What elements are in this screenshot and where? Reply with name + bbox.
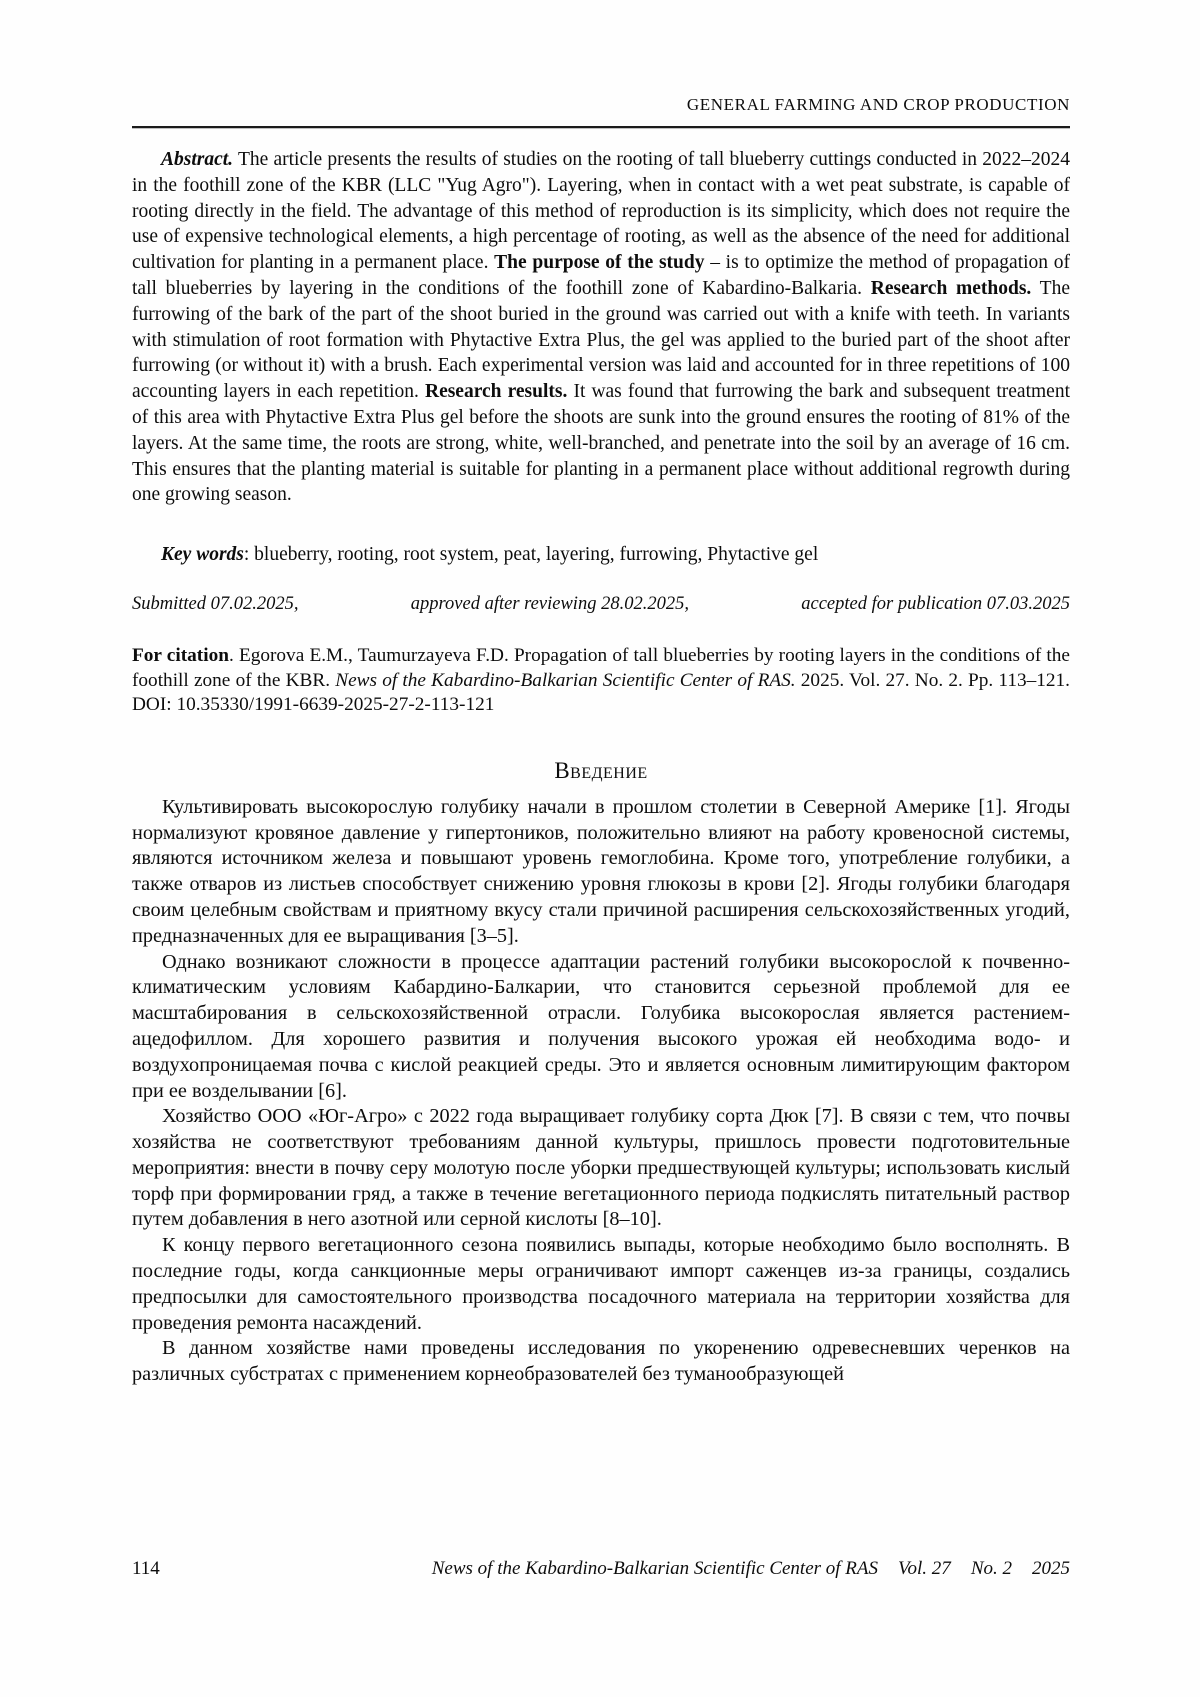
footer-year: 2025 — [1032, 1558, 1070, 1579]
page-footer — [132, 1558, 1070, 1580]
abstract-text-2: – is to optimize the method of propagation of tall blueberries by layering in the conditions of the foothill zone of Kabardino-Balkaria. — [132, 252, 1070, 299]
results-label: Research results. — [424, 381, 568, 403]
keywords-label: Key words — [161, 544, 244, 566]
citation-label: For citation — [132, 644, 229, 666]
footer-volume: Vol. 27 — [898, 1558, 951, 1579]
page-number: 114 — [132, 1558, 160, 1579]
intro-paragraph-3: Хозяйство ООО «Юг-Агро» с 2022 года выращивает голубику сорта Дюк [7]. В связи с тем, что почвы хозяйства не соответствуют требованиям данной культуры, пришлось провести подготовительные мероприятия: внести в почву серу молотую после уборки предшествующей культуры; использовать кислый торф при формировании гряд, а также в течение вегетационного периода подкислять питательный раствор путем добавления в него азотной или серной кислоты [8–10]. — [132, 1105, 1070, 1231]
introduction-section — [132, 795, 1070, 1388]
intro-paragraph-1: Культивировать высокорослую голубику начали в прошлом столетии в Северной Америке [1]. Ягоды нормализуют кровяное давление у гипертоников, положительно влияют на работу кровеносной системы, являются источником железа и повышают уровень гемоглобина. Кроме того, употребление голубики, а также отваров из листьев способствует снижению уровня глюкозы в крови [2]. Ягоды голубики благодаря своим целебным свойствам и приятному вкусу стали причиной расширения сельскохозяйственных угодий, предназначенных для ее выращивания [3–5]. — [132, 795, 1070, 947]
keywords-paragraph — [132, 542, 1070, 568]
citation-authors-title: . Egorova E.M., Taumurzayeva F.D. Propagation of tall blueberries by rooting layers in the conditions of the foothill zone of the KBR. — [132, 644, 1070, 691]
abstract-paragraph — [132, 147, 1070, 508]
running-head: GENERAL FARMING AND CROP PRODUCTION — [686, 95, 1070, 114]
citation-journal: News of the Kabardino-Balkarian Scientific Center of RAS. — [335, 669, 796, 691]
intro-paragraph-2: Однако возникают сложности в процессе адаптации растений голубики высокорослой к почвенно-климатическим условиям Кабардино-Балкарии, что становится серьезной проблемой для ее масштабирования в сельскохозяйственной отрасли. Голубика высокорослая является растением-ацедофиллом. Для хорошего развития и получения высокого урожая ей необходима водо- и воздухопроницаемая почва с кислой реакцией среды. Это и является основным лимитирующим фактором при ее возделывании [6]. — [132, 950, 1070, 1102]
submitted-date: Submitted 07.02.2025, — [132, 593, 299, 614]
footer-journal-name: News of the Kabardino-Balkarian Scientific Center of RAS — [431, 1558, 879, 1579]
abstract-text-1: The article presents the results of studies on the rooting of tall blueberry cuttings conducted in 2022–2024 in the foothill zone of the KBR (LLC "Yug Agro"). Layering, when in contact with a wet peat substrate, is capable of rooting directly in the field. The advantage of this method of reproduction is its simplicity, which does not require the use of expensive technological elements, a high percentage of rooting, as well as the absence of the need for additional cultivation for planting in a permanent place. — [132, 149, 1070, 274]
keywords-text: : blueberry, rooting, root system, peat, layering, furrowing, Phytactive gel — [243, 544, 819, 566]
introduction-heading: Введение — [554, 757, 648, 783]
citation-paragraph — [132, 644, 1070, 718]
page-header — [132, 96, 1070, 128]
abstract-text-3: The furrowing of the bark of the part of the shoot buried in the ground was carried out with a knife with teeth. In variants with stimulation of root formation with Phytactive Extra Plus, the gel was applied to the buried part of the shoot after furrowing (or without it) with a brush. Each experimental version was laid and accounted for in three repetitions of 100 accounting layers in each repetition. — [132, 277, 1070, 403]
abstract-text-4: It was found that furrowing the bark and subsequent treatment of this area with Phytactive Extra Plus gel before the shoots are sunk into the ground ensures the rooting of 81% of the layers. At the same time, the roots are strong, white, well-branched, and penetrate into the soil by an average of 16 cm. This ensures that the planting material is suitable for planting in a permanent place without additional regrowth during one growing season. — [132, 381, 1071, 506]
intro-paragraph-5: В данном хозяйстве нами проведены исследования по укоренению одревесневших черенков на различных субстратах с применением корнеобразователей без туманообразующей — [132, 1337, 1070, 1386]
page-body — [132, 147, 1070, 1388]
accepted-date: accepted for publication 07.03.2025 — [801, 593, 1070, 614]
methods-label: Research methods. — [870, 277, 1032, 299]
approved-date: approved after reviewing 28.02.2025, — [410, 593, 689, 614]
citation-tail: 2025. Vol. 27. No. 2. Pp. 113–121. DOI: 10.35330/1991-6639-2025-27-2-113-121 — [132, 669, 1070, 716]
purpose-label: The purpose of the study — [494, 252, 705, 274]
header-rule — [132, 126, 1070, 128]
dates-row — [132, 593, 1070, 615]
footer-journal-line — [432, 1558, 1070, 1580]
footer-issue: No. 2 — [970, 1558, 1012, 1579]
intro-paragraph-4: К концу первого вегетационного сезона появились выпады, которые необходимо было восполнять. В последние годы, когда санкционные меры ограничивают импорт саженцев из-за границы, создались предпосылки для самостоятельного производства посадочного материала на территории хозяйства для проведения ремонта насаждений. — [132, 1234, 1070, 1334]
abstract-label: Abstract. — [161, 149, 234, 170]
